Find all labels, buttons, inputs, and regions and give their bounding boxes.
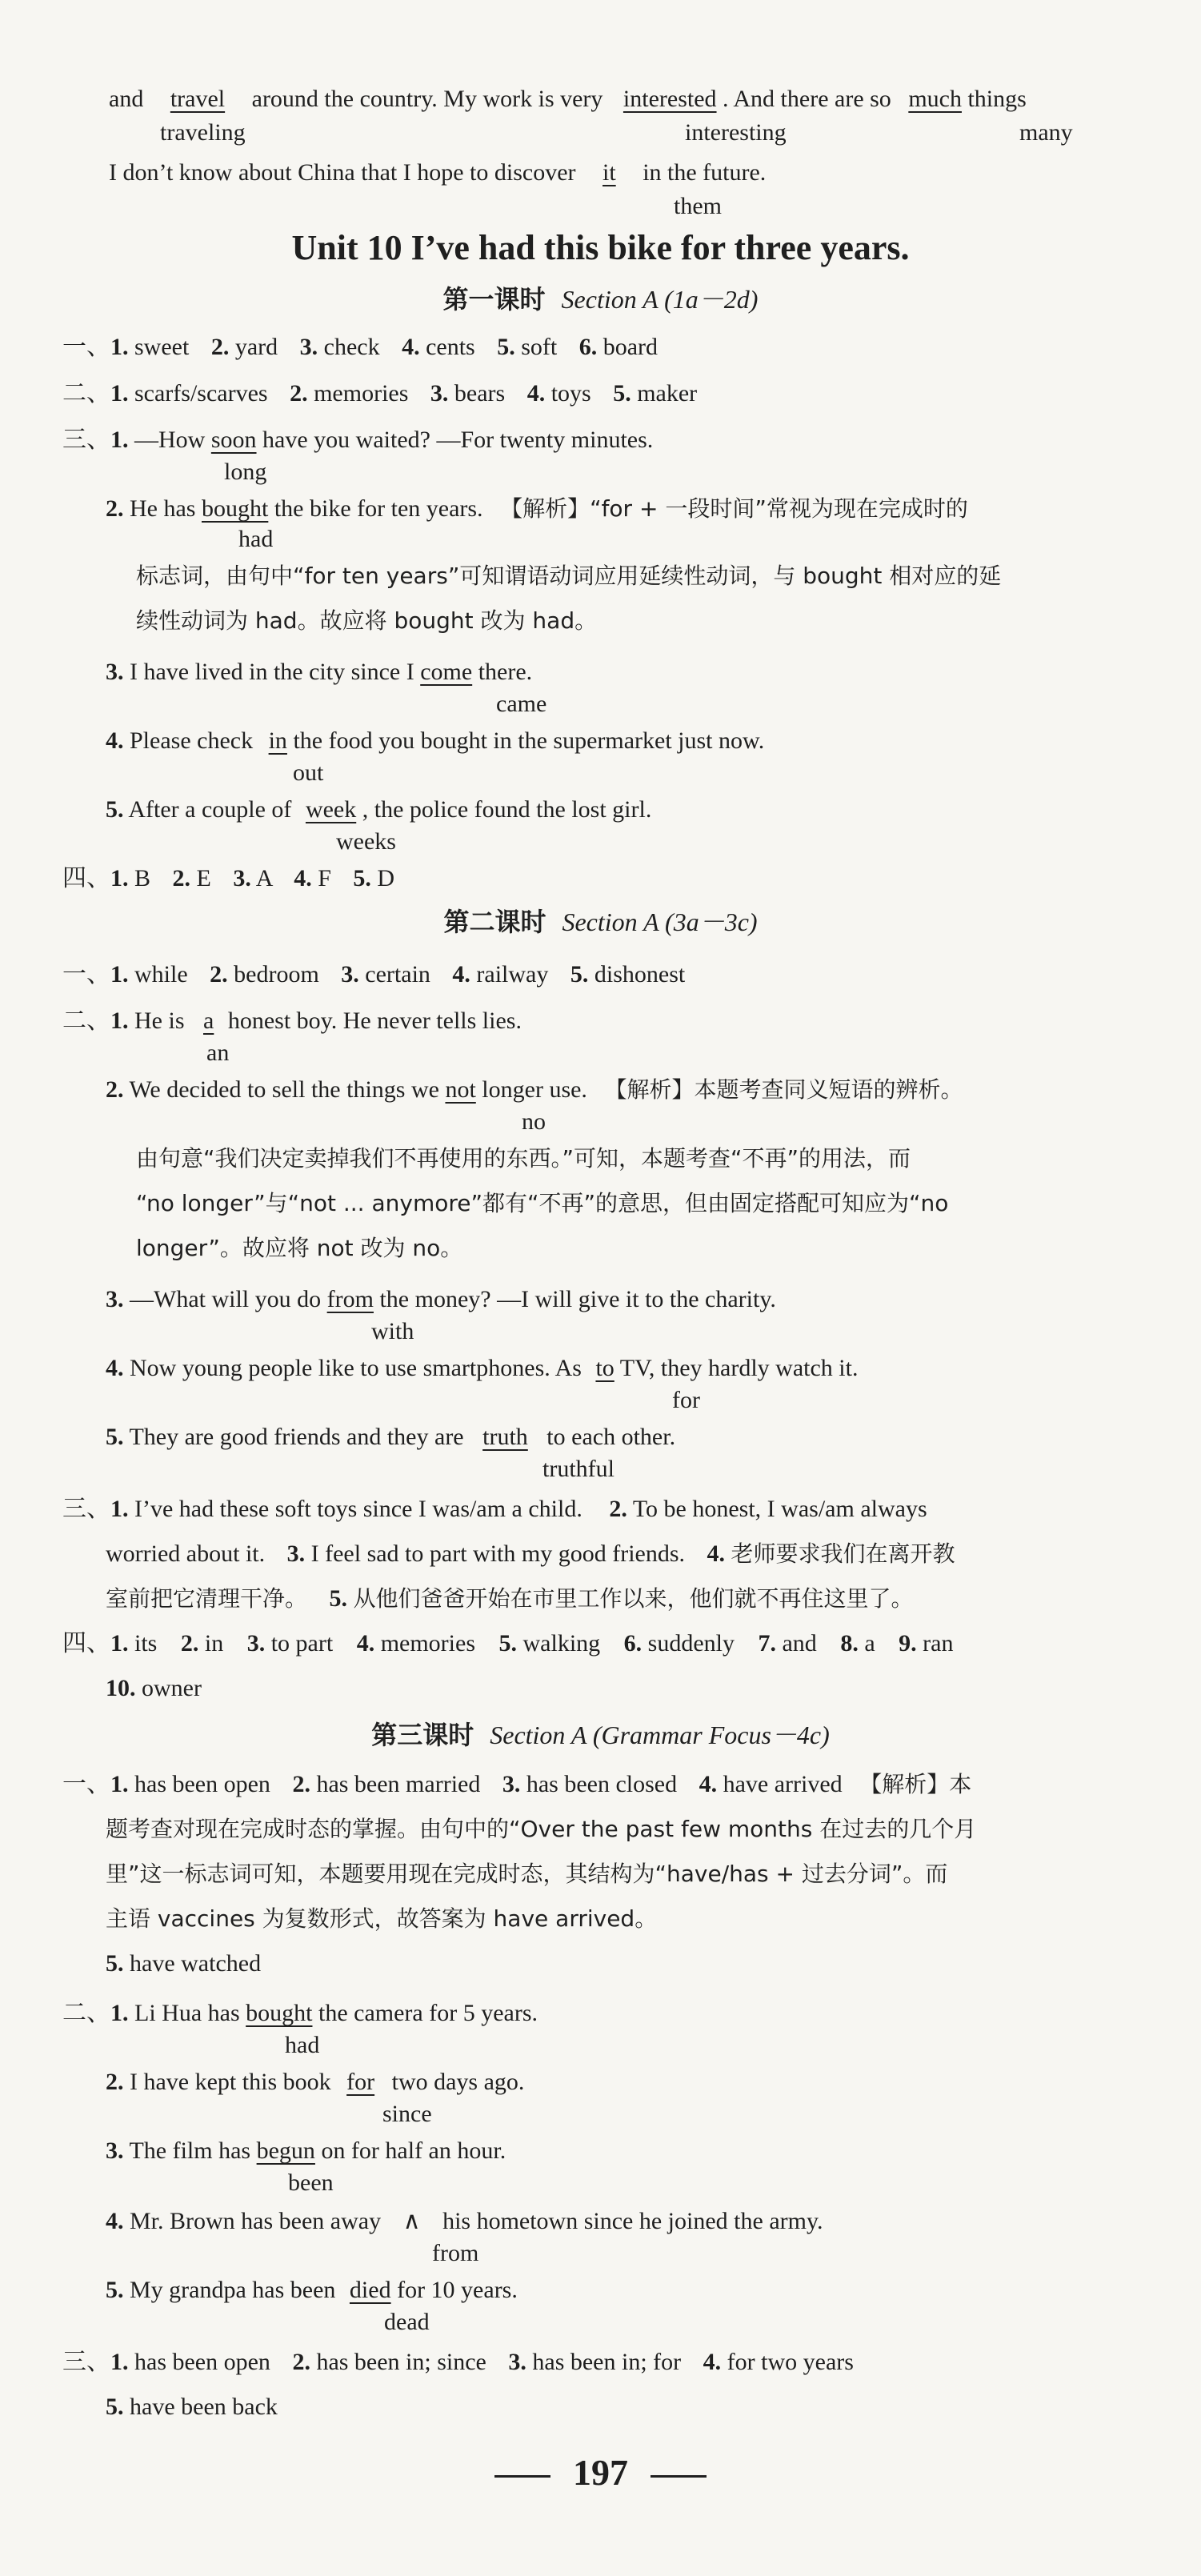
answer: bedroom xyxy=(234,961,319,988)
answer: a xyxy=(864,1630,875,1657)
num: 4. xyxy=(526,380,546,407)
page-number-text: 197 xyxy=(573,2452,628,2493)
error-word: travel xyxy=(170,86,226,112)
answer: soft xyxy=(521,334,558,360)
num: 3. xyxy=(502,1771,521,1797)
num: 4. xyxy=(699,1771,718,1797)
num: 3. xyxy=(106,1286,124,1312)
l1-part2 xyxy=(62,378,697,410)
correction: interesting xyxy=(685,119,787,146)
correction: out xyxy=(293,759,324,786)
correction: many xyxy=(1019,119,1073,146)
l3-p2-q1 xyxy=(62,1997,538,2029)
num: 1. xyxy=(110,2000,129,2026)
answer: bears xyxy=(454,380,506,407)
answer: 室前把它清理干净。 xyxy=(106,1585,308,1612)
num: 5. xyxy=(106,2394,124,2420)
num: 5. xyxy=(498,1630,517,1657)
analysis: 标志词，由句中“for ten years”可知谓语动词应用延续性动词，与 bought 相对应的延 xyxy=(136,563,1002,589)
heading-zh: 第二课时 xyxy=(443,907,546,937)
num: 2. xyxy=(609,1496,627,1522)
analysis: “no longer”与“not ... anymore”都有“不再”的意思，但由固定搭配可知应为“no xyxy=(136,1190,949,1216)
answer: board xyxy=(603,334,659,360)
error-word: bought xyxy=(201,495,269,522)
text: longer use. xyxy=(482,1076,587,1103)
text: for 10 years. xyxy=(397,2277,518,2303)
text: We decided to sell the things we xyxy=(129,1076,439,1103)
error-word: from xyxy=(326,1286,374,1312)
text: . And there are so xyxy=(723,86,891,112)
text: the money? —I will give it to the charity. xyxy=(379,1286,776,1312)
num: 3. xyxy=(299,334,318,360)
answer: 从他们爸爸开始在市里工作以来，他们就不再住这里了。 xyxy=(353,1585,914,1612)
num: 4. xyxy=(703,2349,722,2375)
answer: cents xyxy=(426,334,475,360)
num: 4. xyxy=(106,1355,124,1381)
num: 8. xyxy=(840,1630,859,1657)
error-word: a xyxy=(203,1008,214,1034)
num: 2. xyxy=(290,380,308,407)
answer: and xyxy=(782,1630,817,1657)
l2-p2-q2 xyxy=(106,1074,963,1106)
error-word: to xyxy=(595,1355,615,1381)
part-label: 二、 xyxy=(62,1999,110,2027)
l3-part1-q5 xyxy=(106,1948,261,1980)
l3-part3-line1 xyxy=(62,2346,854,2378)
num: 2. xyxy=(292,1771,310,1797)
l2-part3-line1 xyxy=(62,1493,927,1525)
answer: E xyxy=(196,865,211,891)
error-word: interested xyxy=(623,86,717,112)
correction: no xyxy=(522,1108,546,1135)
heading-en: Section A (Grammar Focus－4c) xyxy=(490,1721,830,1749)
correction: them xyxy=(674,193,722,219)
text: the food you bought in the supermarket just now. xyxy=(293,727,765,754)
text: Mr. Brown has been away xyxy=(130,2208,382,2234)
answer: have watched xyxy=(130,1950,262,1977)
correction: came xyxy=(496,691,547,717)
answer: walking xyxy=(522,1630,601,1657)
error-word: bought xyxy=(246,2000,313,2026)
part-label: 四、 xyxy=(62,1629,110,1657)
text: honest boy. He never tells lies. xyxy=(227,1008,522,1034)
analysis: 【解析】本题考查同义短语的辨析。 xyxy=(604,1076,963,1103)
num: 1. xyxy=(110,865,129,891)
num: 3. xyxy=(233,865,251,891)
text: The film has xyxy=(129,2137,251,2164)
heading-zh: 第三课时 xyxy=(371,1720,474,1750)
num: 5. xyxy=(106,1950,124,1977)
num: 7. xyxy=(758,1630,776,1657)
part-label: 一、 xyxy=(62,1770,110,1798)
num: 4. xyxy=(106,727,124,754)
answer: B xyxy=(134,865,151,891)
heading-en: Section A (1a－2d) xyxy=(561,285,759,314)
num: 3. xyxy=(106,659,124,685)
l3-p2-q5 xyxy=(106,2274,518,2306)
correction: been xyxy=(288,2169,334,2196)
lesson2-heading xyxy=(0,904,1201,939)
answer: I feel sad to part with my good friends. xyxy=(310,1540,686,1567)
text: have you waited? —For twenty minutes. xyxy=(262,427,654,453)
answer: F xyxy=(318,865,331,891)
answer: toys xyxy=(550,380,591,407)
num: 5. xyxy=(106,796,124,823)
num: 3. xyxy=(508,2349,526,2375)
l3-p2-q3 xyxy=(106,2135,506,2167)
num: 1. xyxy=(110,380,129,407)
correction: long xyxy=(224,459,267,485)
answer: 老师要求我们在离开教 xyxy=(731,1540,955,1567)
analysis: 【解析】“for + 一段时间”常视为现在完成时的 xyxy=(500,495,968,522)
answer: for two years xyxy=(727,2349,854,2375)
answer: has been in; since xyxy=(316,2349,486,2375)
num: 6. xyxy=(578,334,598,360)
num: 1. xyxy=(110,427,129,453)
num: 2. xyxy=(180,1630,199,1657)
l2-part3-line3 xyxy=(106,1583,914,1615)
page-number xyxy=(0,2450,1201,2495)
num: 5. xyxy=(106,1424,124,1450)
unit-title: Unit 10 I’ve had this bike for three years. xyxy=(291,228,910,267)
correction: had xyxy=(285,2032,320,2058)
num: 1. xyxy=(110,1008,129,1034)
num: 2. xyxy=(210,961,228,988)
answer: while xyxy=(134,961,188,988)
num: 2. xyxy=(106,2069,124,2095)
answer: worried about it. xyxy=(106,1540,266,1567)
correction: since xyxy=(382,2101,432,2127)
num: 1. xyxy=(110,2349,129,2375)
answer: maker xyxy=(637,380,698,407)
error-word: soon xyxy=(210,427,257,453)
answer: A xyxy=(255,865,272,891)
text: Please check xyxy=(130,727,254,754)
num: 3. xyxy=(341,961,359,988)
error-word: truth xyxy=(482,1424,528,1450)
part-label: 四、 xyxy=(62,864,110,892)
text: two days ago. xyxy=(391,2069,525,2095)
text: his hometown since he joined the army. xyxy=(442,2208,823,2234)
heading-en: Section A (3a－3c) xyxy=(562,907,758,936)
error-word: for xyxy=(346,2069,375,2095)
num: 2. xyxy=(172,865,191,891)
num: 4. xyxy=(106,2208,124,2234)
answer: sweet xyxy=(134,334,190,360)
text: My grandpa has been xyxy=(130,2277,336,2303)
answer: has been in; for xyxy=(532,2349,682,2375)
text: around the country. My work is very xyxy=(251,86,603,112)
correction: truthful xyxy=(542,1456,615,1482)
dash-left xyxy=(494,2475,550,2478)
answer: memories xyxy=(380,1630,475,1657)
text: I don’t know about China that I hope to discover xyxy=(109,159,576,186)
num: 1. xyxy=(110,961,129,988)
l2-p2-q5 xyxy=(106,1421,675,1453)
num: 4. xyxy=(356,1630,375,1657)
analysis: 里”这一标志词可知，本题要用现在完成时态，其结构为“have/has + 过去分词”。而 xyxy=(106,1861,948,1887)
num: 5. xyxy=(353,865,371,891)
num: 4. xyxy=(452,961,470,988)
l1-p3-q1 xyxy=(62,424,653,456)
l1-p3-q5 xyxy=(106,794,651,826)
answer: yard xyxy=(234,334,278,360)
error-word: in xyxy=(268,727,287,754)
answer: scarfs/scarves xyxy=(134,380,268,407)
l3-p2-q4 xyxy=(106,2205,823,2237)
l1-p3-q2 xyxy=(106,493,968,525)
num: 2. xyxy=(106,495,124,522)
text: After a couple of xyxy=(128,796,292,823)
l3-part1-line1 xyxy=(62,1769,971,1801)
num: 5. xyxy=(329,1585,348,1612)
part-label: 一、 xyxy=(62,333,110,361)
num: 4. xyxy=(707,1540,726,1567)
num: 1. xyxy=(110,1630,129,1657)
text: Now young people like to use smartphones. As xyxy=(130,1355,582,1381)
text: TV, they hardly watch it. xyxy=(619,1355,859,1381)
error-word: died xyxy=(349,2277,391,2303)
num: 10. xyxy=(106,1675,136,1701)
answer: have arrived xyxy=(723,1771,843,1797)
num: 4. xyxy=(402,334,420,360)
num: 2. xyxy=(106,1076,124,1103)
answer: owner xyxy=(142,1675,202,1701)
answer: in xyxy=(204,1630,224,1657)
lesson3-heading xyxy=(0,1717,1201,1753)
text: the bike for ten years. xyxy=(274,495,483,522)
l1-p3-q4 xyxy=(106,725,764,757)
answer: has been open xyxy=(134,2349,270,2375)
l2-part4-line2 xyxy=(106,1673,202,1705)
answer: ran xyxy=(923,1630,954,1657)
error-word: it xyxy=(603,159,616,186)
heading-zh: 第一课时 xyxy=(442,284,546,314)
part-label: 三、 xyxy=(62,2348,110,2376)
analysis: 题考查对现在完成时态的掌握。由句中的“Over the past few months 在过去的几个月 xyxy=(106,1816,977,1842)
correction: an xyxy=(206,1040,230,1066)
text: and xyxy=(109,86,144,112)
answer: to part xyxy=(270,1630,334,1657)
analysis: longer”。故应将 not 改为 no。 xyxy=(136,1235,463,1261)
l2-part4 xyxy=(62,1628,953,1660)
text: on for half an hour. xyxy=(321,2137,506,2164)
text: They are good friends and they are xyxy=(129,1424,464,1450)
error-word: come xyxy=(420,659,473,685)
part-label: 一、 xyxy=(62,960,110,988)
error-word: begun xyxy=(256,2137,315,2164)
num: 9. xyxy=(899,1630,917,1657)
text: I have lived in the city since I xyxy=(130,659,414,685)
text: —How xyxy=(134,427,206,453)
text: in the future. xyxy=(643,159,767,186)
num: 1. xyxy=(110,1771,129,1797)
text: Li Hua has xyxy=(134,2000,240,2026)
num: 3. xyxy=(286,1540,306,1567)
part-label: 二、 xyxy=(62,1007,110,1035)
l1-part4 xyxy=(62,863,394,895)
text: He is xyxy=(134,1008,185,1034)
l2-p2-q3 xyxy=(106,1284,776,1316)
part-label: 二、 xyxy=(62,379,110,407)
l2-p2-q1 xyxy=(62,1005,522,1037)
answer: To be honest, I was/am always xyxy=(632,1496,927,1522)
text: there. xyxy=(478,659,533,685)
error-word: much xyxy=(908,86,962,112)
num: 2. xyxy=(292,2349,310,2375)
l3-part3-line2 xyxy=(106,2391,278,2423)
l3-p2-q2 xyxy=(106,2066,524,2098)
answer: has been married xyxy=(316,1771,481,1797)
num: 1. xyxy=(110,1496,129,1522)
error-word: not xyxy=(445,1076,476,1103)
answer: railway xyxy=(476,961,549,988)
num: 4. xyxy=(294,865,312,891)
text: , the police found the lost girl. xyxy=(362,796,652,823)
answer: D xyxy=(377,865,395,891)
analysis: 主语 vaccines 为复数形式，故答案为 have arrived。 xyxy=(106,1905,658,1932)
num: 3. xyxy=(106,2137,124,2164)
text: things xyxy=(967,86,1027,112)
answer: certain xyxy=(365,961,430,988)
answer: its xyxy=(134,1630,158,1657)
text: the camera for 5 years. xyxy=(318,2000,538,2026)
text: —What will you do xyxy=(130,1286,322,1312)
top-line-2 xyxy=(109,157,766,189)
answer: dishonest xyxy=(594,961,686,988)
correction: had xyxy=(238,526,274,552)
top-line-1 xyxy=(109,83,1027,115)
text: to each other. xyxy=(546,1424,676,1450)
lesson1-heading xyxy=(0,282,1201,317)
correction: for xyxy=(672,1387,700,1413)
text: He has xyxy=(130,495,196,522)
analysis: 由句意“我们决定卖掉我们不再使用的东西。”可知，本题考查“不再”的用法，而 xyxy=(136,1145,911,1172)
insert-caret: ∧ xyxy=(402,2207,421,2235)
num: 5. xyxy=(497,334,515,360)
correction: weeks xyxy=(336,828,396,855)
error-word: week xyxy=(305,796,357,823)
num: 2. xyxy=(210,334,230,360)
num: 5. xyxy=(613,380,631,407)
num: 5. xyxy=(570,961,589,988)
l2-part3-line2 xyxy=(106,1538,955,1570)
part-label: 三、 xyxy=(62,426,110,454)
answer: memories xyxy=(314,380,409,407)
l1-part1 xyxy=(62,331,658,363)
l1-p3-q3 xyxy=(106,656,532,688)
answer: I’ve had these soft toys since I was/am a child. xyxy=(134,1496,582,1522)
num: 3. xyxy=(246,1630,266,1657)
correction: dead xyxy=(384,2309,430,2335)
answer: have been back xyxy=(130,2394,278,2420)
l2-part1 xyxy=(62,959,685,991)
num: 3. xyxy=(430,380,449,407)
num: 5. xyxy=(106,2277,124,2303)
answer: has been closed xyxy=(526,1771,678,1797)
correction: traveling xyxy=(160,119,246,146)
num: 6. xyxy=(623,1630,643,1657)
text: I have kept this book xyxy=(130,2069,331,2095)
correction: from xyxy=(432,2240,479,2266)
part-label: 三、 xyxy=(62,1495,110,1523)
analysis: 【解析】本 xyxy=(859,1771,972,1797)
l2-p2-q4 xyxy=(106,1352,858,1384)
correction: with xyxy=(371,1318,414,1344)
num: 1. xyxy=(110,334,129,360)
answer: check xyxy=(323,334,380,360)
analysis: 续性动词为 had。故应将 bought 改为 had。 xyxy=(136,607,598,634)
answer: has been open xyxy=(134,1771,270,1797)
dash-right xyxy=(651,2475,707,2478)
answer: suddenly xyxy=(647,1630,735,1657)
